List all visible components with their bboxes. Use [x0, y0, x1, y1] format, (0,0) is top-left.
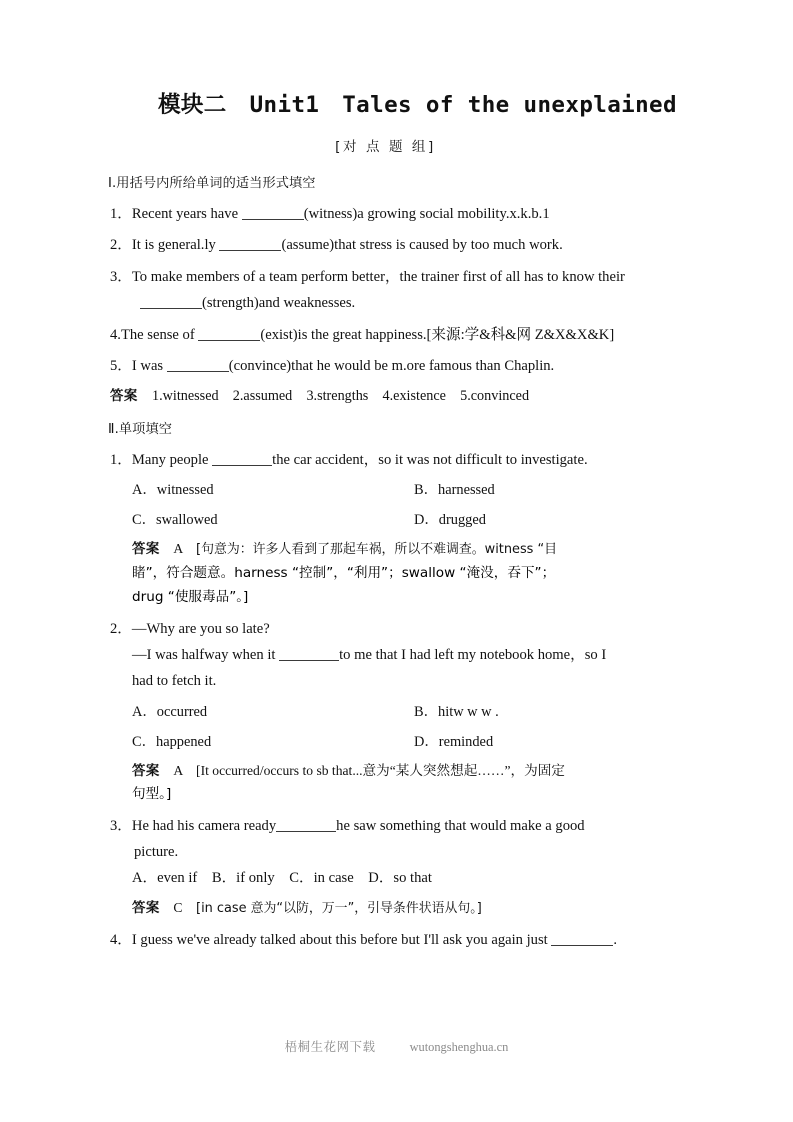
option-label: D． — [414, 512, 439, 529]
option-label: B． — [414, 703, 438, 720]
answer-label: 答案 — [132, 542, 160, 558]
item-text-line2: (strength)and weaknesses. — [202, 294, 356, 311]
page-subtitle: [对 点 题 组] — [335, 139, 436, 155]
item-number: 3． — [110, 269, 132, 286]
item-number: 2． — [110, 237, 132, 254]
option-label: A． — [132, 482, 157, 499]
question-4-stem — [100, 917, 693, 949]
stem-after: he saw something that would make a good — [336, 818, 585, 835]
option-a[interactable] — [132, 478, 414, 499]
page-title: 模块二 Unit1 Tales of the unexplained — [158, 92, 677, 118]
fill-blank[interactable] — [276, 831, 336, 832]
question-number: 1． — [110, 451, 132, 468]
dialogue-before: —I was halfway when it — [132, 647, 280, 664]
answer-key: A — [173, 762, 183, 778]
option-text: occurred — [156, 703, 208, 720]
question-3-stem — [100, 804, 693, 836]
option-label: C． — [132, 733, 156, 750]
answer-key: C — [173, 899, 183, 915]
question-3-options[interactable]: A．even if B．if only C．in case D．so that — [132, 870, 432, 887]
answer-label: 答案 — [132, 763, 160, 779]
fill-blank[interactable] — [551, 945, 613, 946]
question-1-answer — [100, 529, 693, 559]
fill-blank[interactable] — [167, 371, 229, 372]
option-label: D． — [414, 733, 439, 750]
item-text-after: (witness)a growing social mobility.x.k.b.1 — [303, 205, 550, 222]
footer-site-url: wutongshenghua.cn — [409, 1040, 509, 1054]
question-2-explanation-line-2: 句型。] — [132, 786, 172, 803]
explanation-line-1: [in case 意为“以防，万一”，引导条件状语从句。] — [196, 900, 482, 916]
question-2-answer — [100, 751, 693, 780]
dialogue-after: to me that I had left my notebook home，so I — [339, 647, 607, 664]
explanation-line-1: [句意为：许多人看到了那起车祸，所以不难调查。witness “目 — [196, 542, 558, 558]
option-c[interactable] — [132, 730, 414, 751]
answer-text: 1.witnessed 2.assumed 3.strengths 4.existence 5.convinced — [151, 387, 530, 404]
item-text-after: (exist)is the great happiness.[来源:学&科&网 Z&X&X&K] — [260, 326, 615, 343]
option-label: A． — [132, 703, 157, 720]
option-d[interactable] — [414, 508, 696, 529]
answer-label: 答案 — [132, 900, 160, 916]
fill-blank[interactable] — [279, 660, 339, 661]
fill-blank[interactable] — [212, 465, 272, 466]
question-2-dialogue-line-1 — [100, 606, 693, 638]
item-text-line1: To make members of a team perform better，the trainer first of all has to know their — [131, 269, 625, 286]
section-heading-one: Ⅰ.用括号内所给单词的适当形式填空 — [108, 176, 316, 191]
option-text: happened — [156, 733, 212, 750]
section-one-answers — [100, 376, 693, 405]
option-text: reminded — [438, 733, 494, 750]
question-1-stem — [100, 437, 693, 469]
item-text-before: It is general.ly — [131, 237, 220, 254]
option-b[interactable] — [414, 478, 696, 499]
question-1-explanation-line-2: 睹”，符合题意。harness “控制”，“利用”；swallow “淹没，吞下”； — [132, 564, 556, 581]
exercise-item-5 — [100, 344, 693, 376]
option-text: swallowed — [156, 512, 218, 529]
option-b[interactable] — [414, 700, 696, 721]
question-2-options-row-2 — [100, 721, 693, 751]
option-c[interactable] — [132, 508, 414, 529]
item-text-before: Recent years have — [131, 205, 242, 222]
option-text: drugged — [438, 512, 486, 529]
option-d[interactable] — [414, 730, 696, 751]
exercise-item-3 — [100, 255, 693, 287]
question-3-answer — [100, 888, 693, 918]
question-1-options-row-1 — [100, 469, 693, 499]
exercise-item-2 — [100, 223, 693, 255]
item-number: 1． — [110, 205, 132, 222]
exercise-item-1 — [100, 191, 693, 223]
question-1-options-row-2 — [100, 499, 693, 529]
footer-site-name: 梧桐生花网下载 — [284, 1039, 376, 1054]
item-text-before: I was — [131, 358, 167, 375]
answer-label: 答案 — [110, 388, 138, 404]
section-heading-two: Ⅱ.单项填空 — [108, 422, 173, 438]
dialogue-text: —Why are you so late? — [131, 620, 270, 637]
exercise-item-4 — [100, 312, 693, 344]
option-label: C． — [132, 512, 156, 529]
option-text: harnessed — [438, 482, 495, 499]
fill-blank[interactable] — [140, 308, 202, 309]
question-3-stem-line-2: picture. — [134, 843, 179, 860]
stem-before: Many people — [131, 451, 213, 468]
answer-key: A — [173, 541, 183, 557]
stem-before: He had his camera ready — [131, 818, 277, 835]
stem-after: the car accident，so it was not difficult to investigate. — [272, 451, 588, 468]
question-2-dialogue-line-2 — [100, 638, 693, 664]
item-text-after: (assume)that stress is caused by too much work. — [281, 237, 563, 254]
item-number: 5． — [110, 358, 132, 375]
question-number: 2． — [110, 620, 132, 637]
option-text: witnessed — [156, 482, 214, 499]
question-2-options-row-1 — [100, 691, 693, 721]
stem-after: . — [613, 931, 618, 948]
exercise-item-3-continuation — [100, 287, 693, 312]
question-1-explanation-line-3: drug “使服毒品”。] — [132, 588, 249, 605]
item-text-after: (convince)that he would be m.ore famous than Chaplin. — [228, 358, 555, 375]
fill-blank[interactable] — [219, 250, 281, 251]
stem-before: I guess we've already talked about this before but I'll ask you again just — [131, 931, 552, 948]
question-2-dialogue-line-3: had to fetch it. — [132, 673, 217, 690]
question-number: 4． — [110, 931, 132, 948]
explanation-line-1: [It occurred/occurs to sb that...意为“某人突然想起……”，为固定 — [196, 762, 565, 778]
fill-blank[interactable] — [198, 340, 260, 341]
option-a[interactable] — [132, 700, 414, 721]
item-text-before: The sense of — [120, 326, 199, 343]
footer-watermark — [0, 1037, 793, 1055]
option-label: B． — [414, 482, 438, 499]
question-number: 3． — [110, 818, 132, 835]
item-number: 4. — [110, 326, 121, 343]
fill-blank[interactable] — [242, 219, 304, 220]
option-text: hitw w w . — [438, 703, 499, 720]
